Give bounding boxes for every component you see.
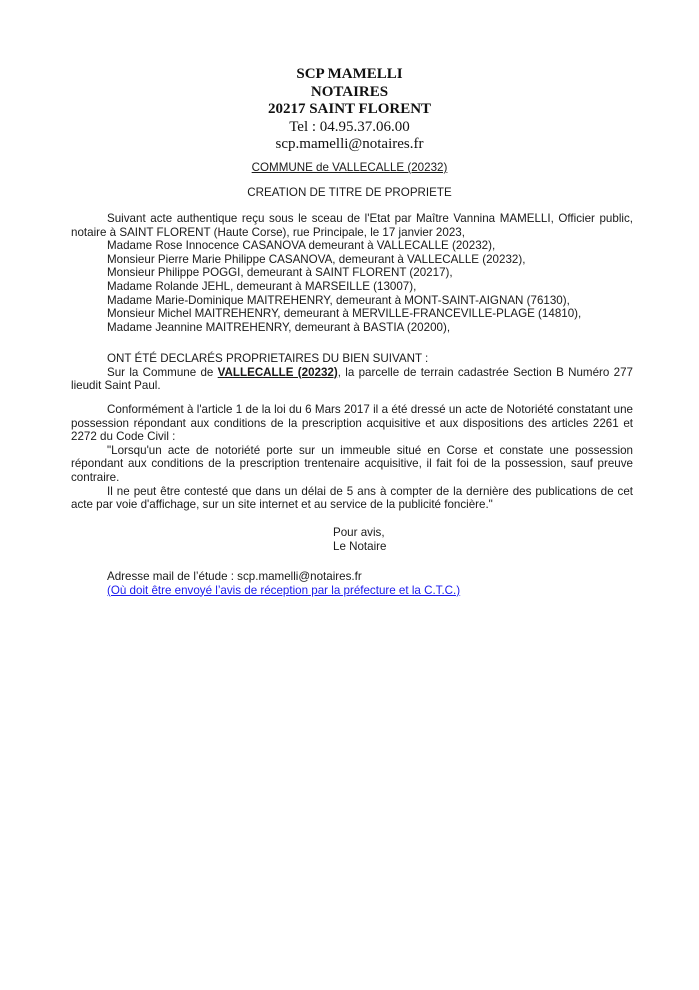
firm-phone: Tel : 04.95.37.06.00 (289, 118, 410, 135)
letterhead (0, 66, 699, 154)
firm-name: SCP MAMELLI (296, 66, 403, 82)
declaration-section (71, 352, 633, 393)
party-item: Madame Jeannine MAITREHENRY, demeurant à BASTIA (20200), (107, 320, 451, 334)
profession: NOTAIRES (310, 83, 389, 100)
footer-contact (107, 570, 460, 597)
commune-title: COMMUNE de VALLECALLE (20232) (251, 161, 448, 174)
declaration-commune: VALLECALLE (20232) (217, 365, 338, 379)
intro-section (71, 212, 633, 334)
declaration-heading: ONT ÉTÉ DECLARÉS PROPRIETAIRES DU BIEN SUIVANT : (107, 352, 429, 365)
legal-paragraph: Conformément à l'article 1 de la loi du 6 Mars 2017 il a été dressé un acte de Notoriété constatant une possession répondant aux conditions de la prescription acquisitive et aux dispositions des articles 2261 et 2272 du Code Civil : (71, 403, 633, 444)
legal-quote-1: "Lorsqu'un acte de notoriété porte sur un immeuble situé en Corse et constate une possession répondant aux conditions de la prescription trentenaire acquisitive, il fait foi de la possession, sauf preuve contraire. (71, 443, 633, 484)
declaration-parcel: Sur la Commune de VALLECALLE (20232), la parcelle de terrain cadastrée Section B Numéro 277 lieudit Saint Paul. (71, 365, 633, 393)
party-item: Madame Marie-Dominique MAITREHENRY, demeurant à MONT-SAINT-AIGNAN (76130), (107, 293, 570, 307)
signature-block (333, 526, 387, 553)
intro-paragraph: Suivant acte authentique reçu sous le sceau de l'Etat par Maître Vannina MAMELLI, Officier public, notaire à SAINT FLORENT (Haute Corse), rue Principale, le 17 janvier 2023, (71, 212, 633, 239)
party-item: Madame Rose Innocence CASANOVA demeurant à VALLECALLE (20232), (107, 239, 496, 253)
firm-city: 20217 SAINT FLORENT (267, 101, 432, 118)
party-item: Monsieur Michel MAITREHENRY, demeurant à MERVILLE-FRANCEVILLE-PLAGE (14810), (107, 307, 582, 321)
firm-email: scp.mamelli@notaires.fr (275, 136, 424, 153)
party-item: Monsieur Pierre Marie Philippe CASANOVA, demeurant à VALLECALLE (20232), (107, 252, 526, 266)
legal-quote-2: Il ne peut être contesté que dans un délai de 5 ans à compter de la dernière des publications de cet acte par voie d'affichage, sur un site internet et au service de la publicité foncière." (71, 484, 633, 512)
party-item: Monsieur Philippe POGGI, demeurant à SAINT FLORENT (20217), (107, 266, 453, 280)
signature-line-2: Le Notaire (333, 539, 387, 553)
legal-section (71, 403, 633, 512)
prefecture-notice-link[interactable]: (Où doit être envoyé l’avis de réception par la préfecture et la C.T.C.) (107, 583, 461, 597)
document-title: CREATION DE TITRE DE PROPRIETE (247, 186, 452, 199)
mail-address-line: Adresse mail de l’étude : scp.mamelli@notaires.fr (107, 570, 362, 583)
signature-line-1: Pour avis, (333, 526, 385, 539)
party-item: Madame Rolande JEHL, demeurant à MARSEILLE (13007), (107, 279, 417, 293)
